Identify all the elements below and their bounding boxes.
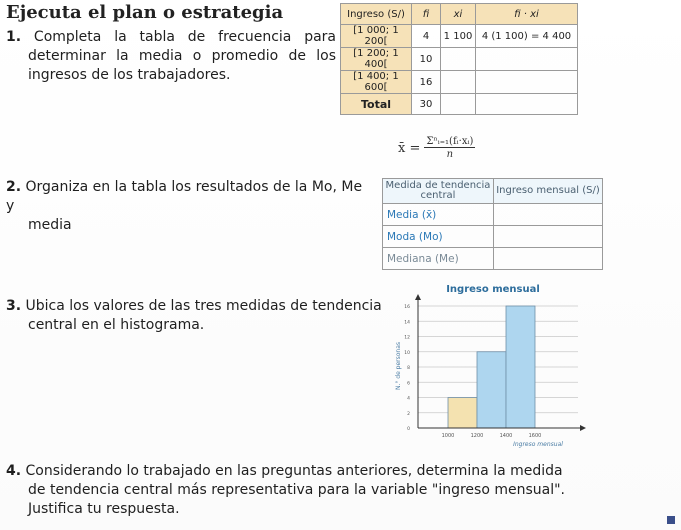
x-tick-label: 1200	[470, 433, 484, 439]
fixi-cell[interactable]: 4 (1 100) = 4 400	[476, 25, 578, 48]
question-4-number: 4.	[6, 463, 22, 479]
total-value: 30	[412, 94, 441, 115]
formula-fraction	[424, 136, 475, 160]
y-tick-label: 16	[404, 305, 410, 310]
measure-label: Moda (Mo)	[383, 226, 494, 248]
x-tick-label: 1000	[441, 433, 455, 439]
question-2-number: 2.	[6, 179, 22, 195]
histogram-bar	[506, 306, 535, 428]
table-row	[341, 48, 578, 71]
header-income: Ingreso mensual (S/)	[494, 179, 603, 204]
frequency-table-header	[341, 4, 578, 25]
x-tick-label: 1600	[528, 433, 542, 439]
total-label: Total	[341, 94, 412, 115]
measure-label: Media (x̄)	[383, 204, 494, 226]
measure-answer-cell[interactable]	[494, 248, 603, 270]
question-2-line-2: media	[28, 217, 72, 233]
question-1-line-2: determinar la media o promedio de los	[28, 48, 336, 64]
y-tick-label: 2	[407, 411, 410, 417]
y-tick-label: 6	[407, 381, 410, 387]
x-axis-label: Ingreso mensual	[513, 441, 563, 448]
histogram-bar	[477, 352, 506, 428]
interval-cell: [1 200; 1 400[	[341, 48, 412, 71]
header-xi: xi	[441, 4, 476, 25]
question-2-line-1: Organiza en la tabla los resultados de la Mo, Me y	[6, 179, 363, 214]
x-tick-label: 1400	[499, 433, 513, 439]
header-fixi: fi · xi	[476, 4, 578, 25]
question-1-number: 1.	[6, 29, 22, 45]
question-4-line-2: de tendencia central más representativa para la variable "ingreso mensual".	[28, 482, 565, 498]
formula-lhs: x̄ =	[398, 140, 421, 156]
histogram-bar	[448, 398, 477, 429]
question-2	[6, 178, 366, 235]
histogram-chart	[388, 280, 588, 452]
interval-cell: [1 400; 1 600[	[341, 71, 412, 94]
table-row	[341, 71, 578, 94]
total-fixi-cell[interactable]	[476, 94, 578, 115]
y-tick-label: 12	[404, 335, 410, 341]
header-ingreso: Ingreso (S/)	[341, 4, 412, 25]
y-axis-label: N.° de personas	[395, 341, 402, 391]
question-3-line-2: central en el histograma.	[28, 317, 205, 333]
central-tendency-table	[382, 178, 603, 270]
y-axis-arrow	[415, 294, 421, 300]
xi-cell[interactable]	[441, 71, 476, 94]
header-measure: Medida de tendencia central	[383, 179, 494, 204]
question-3-line-1: Ubica los valores de las tres medidas de tendencia	[25, 298, 382, 314]
xi-cell[interactable]: 1 100	[441, 25, 476, 48]
question-4	[6, 462, 646, 519]
section-heading: Ejecuta el plan o estrategia	[6, 2, 284, 23]
y-tick-label: 4	[407, 396, 410, 402]
interval-cell: [1 000; 1 200[	[341, 25, 412, 48]
fi-cell: 4	[412, 25, 441, 48]
frequency-table	[340, 3, 578, 115]
question-3	[6, 297, 391, 335]
question-1-line-1: Completa la tabla de frecuencia para	[33, 29, 337, 45]
x-axis-arrow	[580, 425, 586, 431]
fixi-cell[interactable]	[476, 71, 578, 94]
question-3-number: 3.	[6, 298, 22, 314]
y-tick-label: 14	[404, 320, 410, 326]
fi-cell: 16	[412, 71, 441, 94]
fixi-cell[interactable]	[476, 48, 578, 71]
corner-mark	[667, 516, 675, 524]
measures-header	[383, 179, 603, 204]
measure-answer-cell[interactable]	[494, 204, 603, 226]
mean-formula	[398, 136, 475, 160]
y-tick-label: 10	[404, 350, 410, 356]
y-tick-label: 0	[407, 427, 410, 432]
table-row	[383, 226, 603, 248]
fi-cell: 10	[412, 48, 441, 71]
table-row	[383, 248, 603, 270]
header-fi: fi	[412, 4, 441, 25]
question-4-line-3: Justifica tu respuesta.	[28, 501, 180, 517]
question-1-line-3: ingresos de los trabajadores.	[28, 67, 231, 83]
question-4-line-1: Considerando lo trabajado en las preguntas anteriores, determina la medida	[25, 463, 563, 479]
formula-denominator: n	[446, 149, 454, 160]
question-1	[6, 28, 336, 85]
total-row	[341, 94, 578, 115]
measure-answer-cell[interactable]	[494, 226, 603, 248]
total-xi-cell	[441, 94, 476, 115]
formula-numerator: Σⁿᵢ₌₁(fᵢ·xᵢ)	[426, 136, 474, 147]
y-tick-label: 8	[407, 366, 410, 371]
table-row	[383, 204, 603, 226]
xi-cell[interactable]	[441, 48, 476, 71]
measure-label: Mediana (Me)	[383, 248, 494, 270]
chart-title: Ingreso mensual	[446, 284, 540, 295]
table-row	[341, 25, 578, 48]
